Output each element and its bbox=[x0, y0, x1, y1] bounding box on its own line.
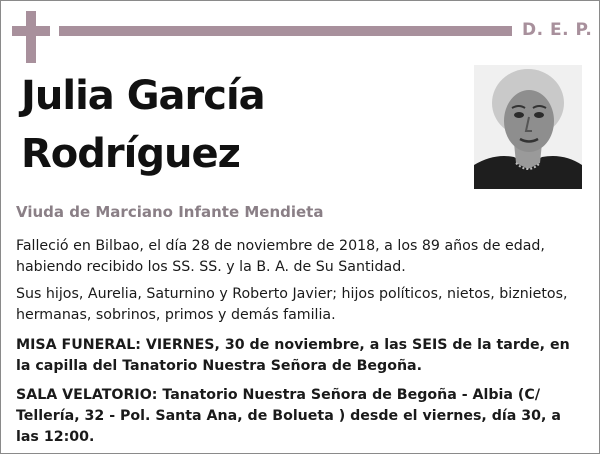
widow-subtitle: Viuda de Marciano Infante Mendieta bbox=[16, 203, 324, 221]
dep-label: D. E. P. bbox=[522, 20, 593, 40]
death-notice-paragraph: Falleció en Bilbao, el día 28 de noviembre de 2018, a los 89 años de edad, habiendo recibido los SS. SS. y la B. A. de Su Santidad. bbox=[16, 238, 545, 275]
name-line-1: Julia García bbox=[21, 73, 265, 119]
family-paragraph: Sus hijos, Aurelia, Saturnino y Roberto Javier; hijos políticos, nietos, biznietos, hermanas, sobrinos, primos y demás familia. bbox=[16, 286, 568, 323]
portrait-photo bbox=[474, 65, 582, 189]
name-line-2: Rodríguez bbox=[21, 131, 240, 177]
deceased-name bbox=[21, 67, 461, 183]
latin-cross-icon bbox=[12, 11, 50, 63]
funeral-mass-paragraph: MISA FUNERAL: VIERNES, 30 de noviembre, a las SEIS de la tarde, en la capilla del Tanatorio Nuestra Señora de Begoña. bbox=[16, 337, 570, 374]
wake-room-paragraph: SALA VELATORIO: Tanatorio Nuestra Señora de Begoña - Albia (C/ Tellería, 32 - Pol. Santa Ana, de Bolueta ) desde el viernes, día 30, a las 12:00. bbox=[16, 387, 561, 445]
header-rule bbox=[59, 26, 512, 36]
